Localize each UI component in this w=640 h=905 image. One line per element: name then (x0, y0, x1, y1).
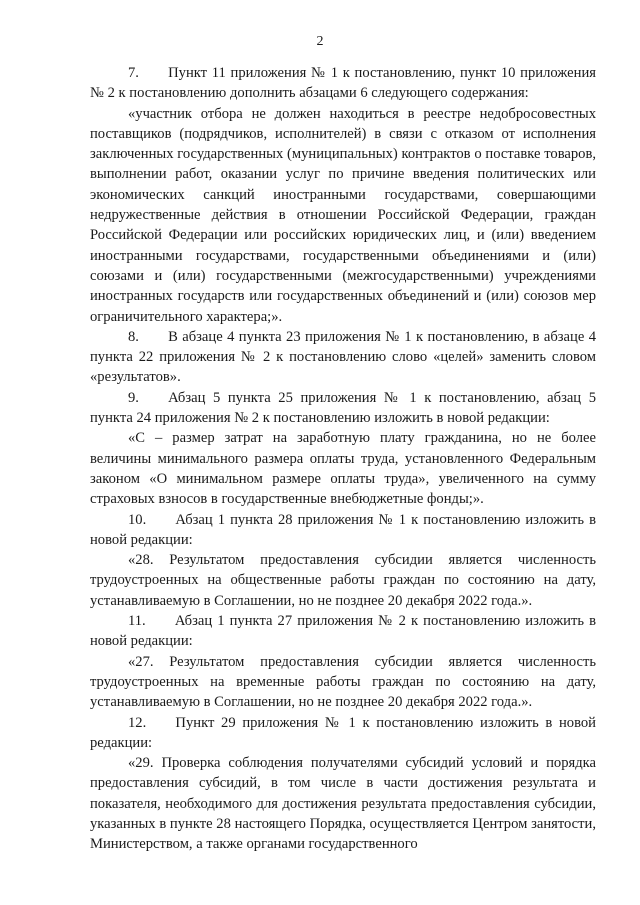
paragraph-item-9: 9. Абзац 5 пункта 25 приложения № 1 к постановлению, абзац 5 пункта 24 приложения № 2 к постановлению изложить в новой редакции: (90, 389, 596, 427)
paragraph-quote-29: «29. Проверка соблюдения получателями субсидий условий и порядка предоставления субсидий, в том числе в части достижения результата и показателя, необходимого для достижения результата предоставления субсидии, указанных в пункте 28 настоящего Порядка, осуществляется Центром занятости, Министерством, а также органами государственного (90, 755, 596, 853)
paragraph-item-12: 12. Пункт 29 приложения № 1 к постановлению изложить в новой редакции: (90, 714, 596, 751)
document-body (90, 63, 596, 855)
paragraph-item-8: 8. В абзаце 4 пункта 23 приложения № 1 к постановлению, в абзаце 4 пункта 22 приложения № 2 к постановлению слово «целей» заменить словом «результатов». (90, 328, 596, 386)
paragraph-quote-wage: «С – размер затрат на заработную плату гражданина, но не более величины минимального размера оплаты труда, установленного Федеральным законом «О минимальном размере оплаты труда», увеличенного на сумму страховых взносов в государственные внебюджетные фонды;». (90, 430, 596, 508)
paragraph-item-11: 11. Абзац 1 пункта 27 приложения № 2 к постановлению изложить в новой редакции: (90, 613, 596, 650)
paragraph-item-10: 10. Абзац 1 пункта 28 приложения № 1 к постановлению изложить в новой редакции: (90, 511, 596, 548)
paragraph-item-7: 7. Пункт 11 приложения № 1 к постановлению, пункт 10 приложения № 2 к постановлению дополнить абзацами 6 следующего содержания: (90, 65, 596, 102)
paragraph-quote-28: «28. Результатом предоставления субсидии является численность трудоустроенных на общественные работы граждан по состоянию на дату, устанавливаемую в Соглашении, но не позднее 20 декабря 2022 года.». (90, 552, 596, 609)
page-number: 2 (316, 34, 324, 49)
paragraph-quote-registry: «участник отбора не должен находиться в реестре недобросовестных поставщиков (подрядчиков, исполнителей) в связи с отказом от исполнения заключенных государственных (муниципальных) контрактов о поставке товаров, выполнении работ, оказании услуг по причине введения политических или экономических санкций иностранными государствами, совершающими недружественные действия в отношении Российской Федерации, граждан Российской Федерации или российских юридических лиц, и (или) введением иностранными государствами, государственными объединениями и (или) союзами и (или) государственными (межгосударственными) учреждениями иностранных государств или государственных объединений и (или) союзов мер ограничительного характера;». (90, 105, 596, 325)
paragraph-quote-27: «27. Результатом предоставления субсидии является численность трудоустроенных на временные работы граждан по состоянию на дату, устанавливаемую в Соглашении, но не позднее 20 декабря 2022 года.». (90, 653, 596, 711)
